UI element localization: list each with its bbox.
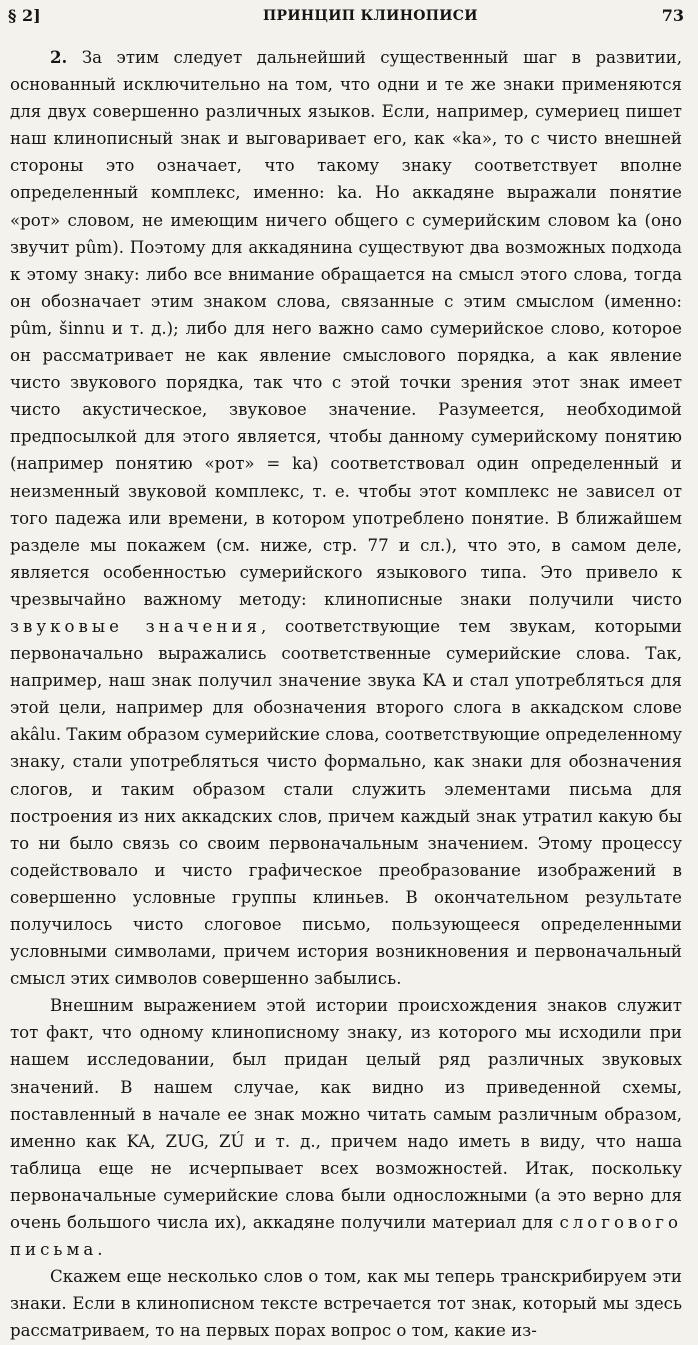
section-marker: § 2] bbox=[8, 6, 41, 25]
paragraph-3 bbox=[10, 1263, 682, 1344]
paragraph-1 bbox=[10, 44, 682, 992]
paragraph-1-spaced-term: звуковые значения bbox=[10, 616, 261, 636]
paragraph-1-text-cont: , соответствующие тем звукам, которыми первоначально выражались соответственные сумерийские слова. Так, например, наш знак получил значение звука KA и стал употребляться для этой цели, например для обозначения второго слога в аккадском слове akâlu. Таким образом сумерийские слова, соответствующие определенному знаку, стали употребляться чисто формально, как знаки для обозначения слогов, и таким образом стали служить элементами письма для построения из них аккадских слов, причем каждый знак утратил какую бы то ни было связь со своим первоначальным значением. Этому процессу содействовало и чисто графическое преобразование изображений в совершенно условные группы клиньев. В окончательном результате получилось чисто слоговое письмо, пользующееся определенными условными символами, причем история возникновения и первоначальный смысл этих символов совершенно забылись. bbox=[10, 616, 682, 989]
paragraph-1-text: За этим следует дальнейший существенный шаг в развитии, основанный исключительно на том, что одни и те же знаки применяются для двух совершенно различных языков. Если, например, сумериец пишет наш клинописный знак и выговаривает его, как «ka», то с чисто внешней стороны это означает, что такому знаку соответствует вполне определенный комплекс, именно: ka. Но аккадяне выражали понятие «рот» словом, не имеющим ничего общего с сумерийским словом ka (оно звучит pûm). Поэтому для аккадянина существуют два возможных подхода к этому знаку: либо все внимание обращается на смысл этого слова, тогда он обозначает этим знаком слова, связанные с этим смыслом (именно: pûm, šinnu и т. д.); либо для него важно само сумерийское слово, которое он рассматривает не как явление смыслового порядка, а как явление чисто звукового порядка, так что с этой точки зрения этот знак имеет чисто акустическое, звуковое значение. Разумеется, необходимой предпосылкой для этого является, чтобы данному сумерийскому понятию (например понятию «рот» = ka) соответствовал один определенный и неизменный звуковой комплекс, т. е. чтобы этот комплекс не зависел от того падежа или времени, в котором употреблено понятие. В ближайшем разделе мы покажем (см. ниже, стр. 77 и сл.), что это, в самом деле, является особенностью сумерийского языкового типа. Это привело к чрезвычайно важному методу: клинописные знаки получили чисто bbox=[10, 48, 682, 609]
paragraph-number: 2. bbox=[50, 47, 68, 67]
page-header bbox=[0, 6, 698, 32]
paragraph-2 bbox=[10, 992, 682, 1263]
paragraph-2-spaced-term: слогового письма bbox=[10, 1213, 682, 1260]
paragraph-3-text: Скажем еще несколько слов о том, как мы теперь транскрибируем эти знаки. Если в клинописном тексте встречается тот знак, который мы здесь рассматриваем, то на первых порах вопрос о том, какие из- bbox=[10, 1267, 682, 1341]
running-title: ПРИНЦИП КЛИНОПИСИ bbox=[263, 8, 478, 24]
body-text bbox=[10, 44, 682, 1345]
paragraph-2-text: Внешним выражением этой истории происхождения знаков служит тот факт, что одному клинописному знаку, из которого мы исходили при нашем исследовании, был придан целый ряд различных звуковых значений. В нашем случае, как видно из приведенной схемы, поставленный в начале ее знак можно читать самым различным образом, именно как KA, ZUG, ZÚ и т. д., причем надо иметь в виду, что наша таблица еще не исчерпывает всех возможностей. Итак, поскольку первоначальные сумерийские слова были односложными (а это верно для очень большого числа их), аккадяне получили материал для bbox=[10, 996, 682, 1233]
paragraph-2-text-cont: . bbox=[97, 1240, 103, 1260]
page-number: 73 bbox=[661, 6, 684, 25]
